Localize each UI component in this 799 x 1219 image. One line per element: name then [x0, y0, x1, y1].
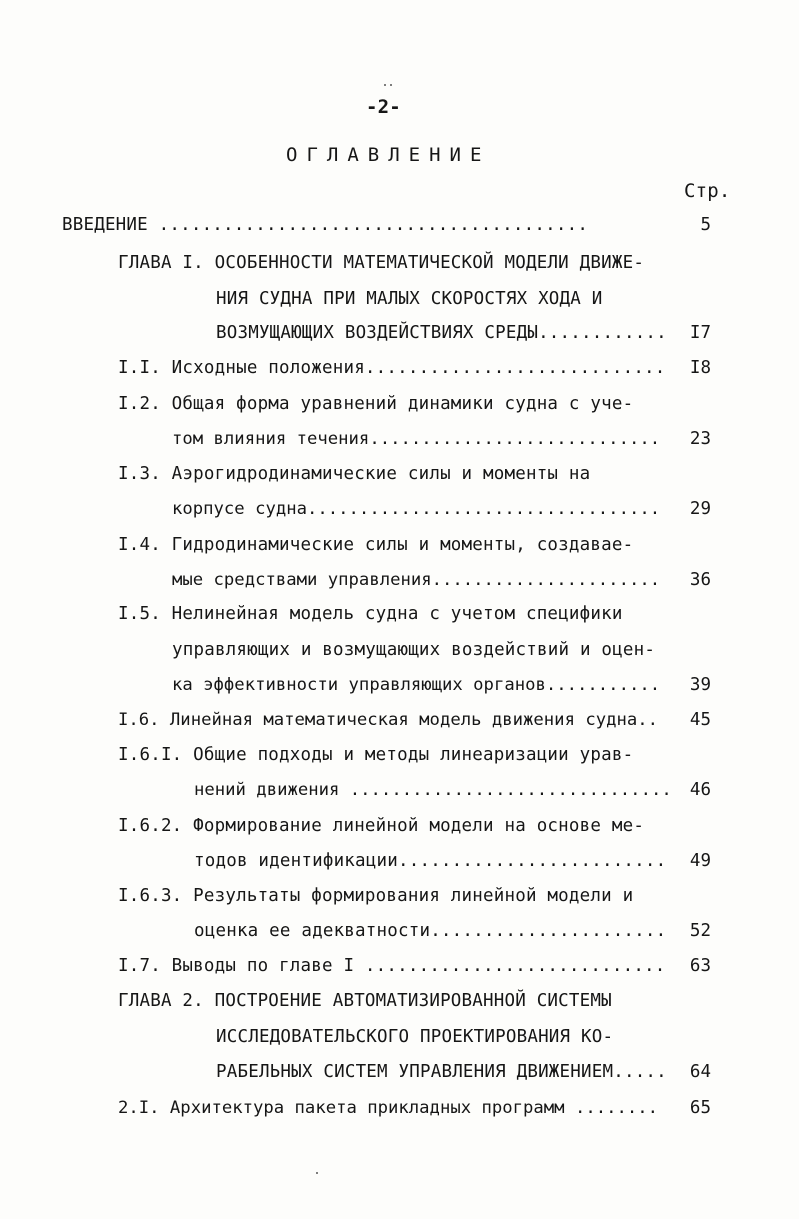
toc-line: ка эффективности управляющих органов........... — [172, 675, 661, 695]
toc-line: I.6.3. Результаты формирования линейной модели и — [118, 886, 634, 906]
toc-line: ВОЗМУЩАЮЩИХ ВОЗДЕЙСТВИЯХ СРЕДЫ............ — [216, 323, 667, 343]
toc-page-number: 46 — [689, 780, 711, 800]
toc-line: 2.I. Архитектура пакета прикладных программ ........ — [118, 1098, 659, 1118]
toc-line: I.3. Аэрогидродинамические силы и моменты на — [118, 464, 591, 484]
scan-speck — [384, 84, 386, 86]
toc-line: мые средствами управления...................... — [172, 570, 661, 590]
page-number: -2- — [366, 96, 401, 118]
toc-page-number: 29 — [689, 499, 711, 519]
toc-line: I.6. Линейная математическая модель движения судна.. — [118, 710, 659, 730]
toc-line: ГЛАВА I. ОСОБЕННОСТИ МАТЕМАТИЧЕСКОЙ МОДЕЛИ ДВИЖЕ- — [118, 253, 645, 273]
scan-speck — [390, 84, 392, 86]
toc-line: тодов идентификации......................... — [194, 851, 667, 871]
scan-speck — [316, 1172, 318, 1174]
toc-line: I.I. Исходные положения............................ — [118, 358, 666, 378]
toc-line: I.7. Выводы по главе I ............................ — [118, 956, 666, 976]
toc-page-number: 64 — [689, 1062, 711, 1082]
toc-title: ОГЛАВЛЕНИЕ — [286, 144, 491, 166]
toc-line: ВВЕДЕНИЕ ........................................ — [62, 215, 589, 235]
toc-page-number: 36 — [689, 570, 711, 590]
toc-line: I.2. Общая форма уравнений динамики судна с уче- — [118, 394, 634, 414]
toc-line: ИССЛЕДОВАТЕЛЬСКОГО ПРОЕКТИРОВАНИЯ КО- — [216, 1027, 614, 1047]
toc-page-number: I7 — [689, 323, 711, 343]
toc-line: I.4. Гидродинамические силы и моменты, создавае- — [118, 535, 634, 555]
toc-line: НИЯ СУДНА ПРИ МАЛЫХ СКОРОСТЯХ ХОДА И — [216, 289, 603, 309]
toc-page-number: 49 — [689, 851, 711, 871]
toc-line: корпусе судна.................................. — [172, 499, 661, 519]
toc-line: I.5. Нелинейная модель судна с учетом специфики — [118, 604, 623, 624]
toc-line: том влияния течения............................ — [172, 429, 661, 449]
toc-page-number: 39 — [689, 675, 711, 695]
toc-page-number: 65 — [689, 1098, 711, 1118]
toc-line: управляющих и возмущающих воздействий и оцен- — [172, 640, 656, 660]
toc-page-number: 23 — [689, 429, 711, 449]
toc-page-number: I8 — [689, 358, 711, 378]
toc-page-number: 45 — [689, 710, 711, 730]
toc-page-number: 52 — [689, 921, 711, 941]
toc-line: нений движения ............................... — [194, 780, 672, 800]
toc-page-number: 63 — [689, 956, 711, 976]
toc-page-number: 5 — [700, 215, 711, 235]
toc-line: I.6.I. Общие подходы и методы линеаризации урав- — [118, 745, 634, 765]
toc-line: ГЛАВА 2. ПОСТРОЕНИЕ АВТОМАТИЗИРОВАННОЙ СИСТЕМЫ — [118, 991, 612, 1011]
page-column-header: Стр. — [684, 180, 731, 202]
toc-line: I.6.2. Формирование линейной модели на основе ме- — [118, 816, 645, 836]
toc-line: РАБЕЛЬНЫХ СИСТЕМ УПРАВЛЕНИЯ ДВИЖЕНИЕМ..... — [216, 1062, 667, 1082]
toc-line: оценка ее адекватности...................... — [194, 921, 667, 941]
